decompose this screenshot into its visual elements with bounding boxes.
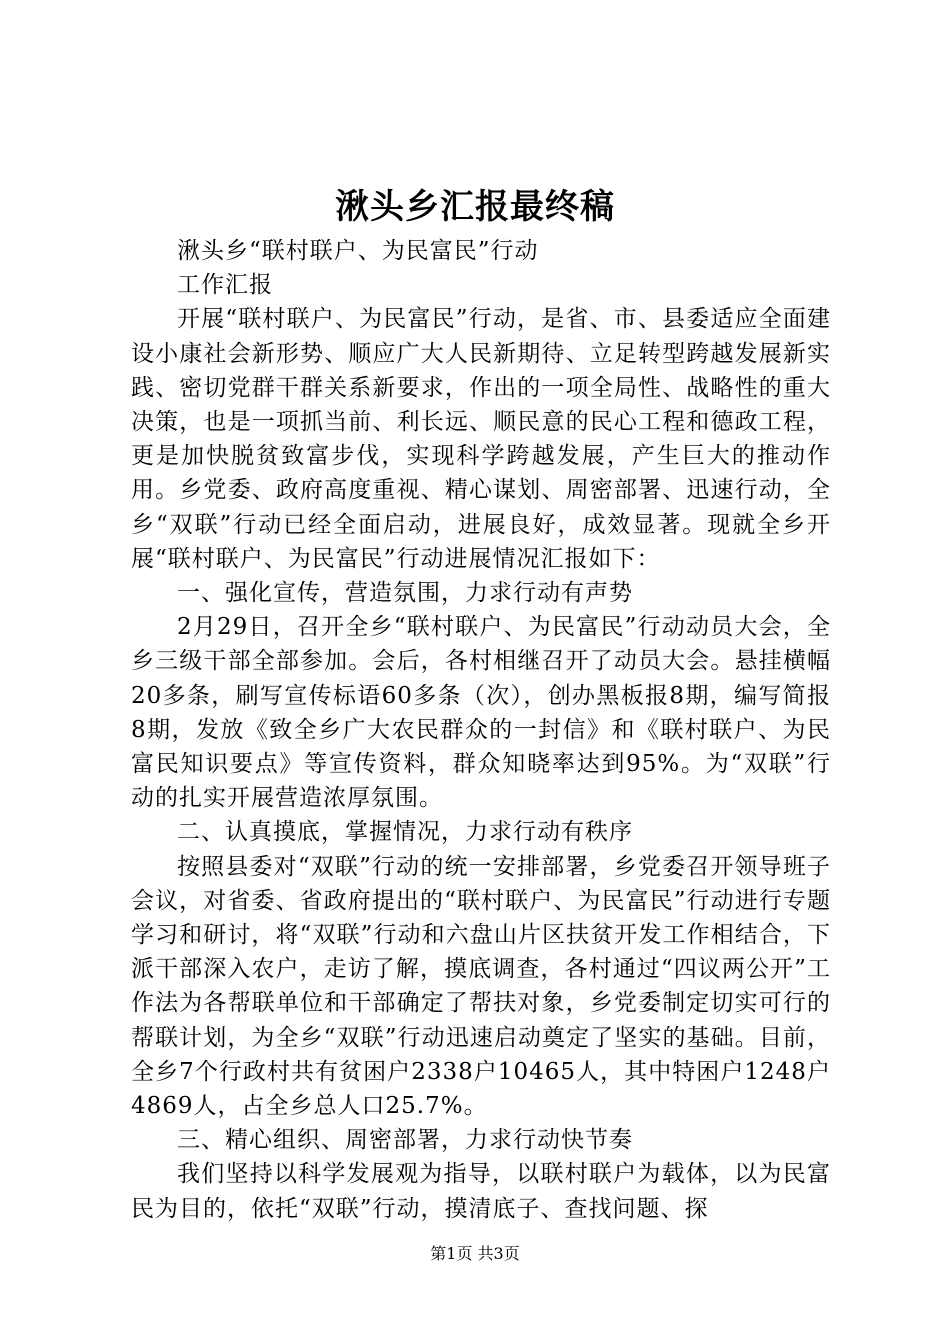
subtitle-line-1: 湫头乡“联村联户、为民富民”行动 <box>177 238 539 264</box>
section-paragraph-3: 我们坚持以科学发展观为指导，以联村联户为载体，以为民富民为目的，依托“双联”行动，摸清底子、查找问题、探 <box>131 1161 831 1222</box>
section-heading-2: 二、认真摸底，掌握情况，力求行动有秩序 <box>177 819 633 846</box>
document-body <box>131 234 831 1226</box>
subtitle-line-2: 工作汇报 <box>177 272 273 299</box>
section-paragraph-1: 2月29日，召开全乡“联村联户、为民富民”行动动员大会，全乡三级干部全部参加。会后，各村相继召开了动员大会。悬挂横幅20多条，刷写宣传标语60多条（次），创办黑板报8期，编写简报8期，发放《致全乡广大农民群众的一封信》和《联村联户、为民富民知识要点》等宣传资料，群众知晓率达到95%。为“双联”行动的扎实开展营造浓厚氛围。 <box>131 614 831 812</box>
section-heading-3: 三、精心组织、周密部署，力求行动快节奏 <box>177 1127 633 1154</box>
section-heading-1: 一、强化宣传，营造氛围，力求行动有声势 <box>177 580 633 607</box>
intro-paragraph: 开展“联村联户、为民富民”行动，是省、市、县委适应全面建设小康社会新形势、顺应广大人民新期待、立足转型跨越发展新实践、密切党群干群关系新要求，作出的一项全局性、战略性的重大决策，也是一项抓当前、利长远、顺民意的民心工程和德政工程，更是加快脱贫致富步伐，实现科学跨越发展，产生巨大的推动作用。乡党委、政府高度重视、精心谋划、周密部署、迅速行动，全乡“双联”行动已经全面启动，进展良好，成效显著。现就全乡开展“联村联户、为民富民”行动进展情况汇报如下： <box>131 306 831 572</box>
page-footer: 第1页 共3页 <box>430 1244 520 1263</box>
section-paragraph-2: 按照县委对“双联”行动的统一安排部署，乡党委召开领导班子会议，对省委、省政府提出的“联村联户、为民富民”行动进行专题学习和研讨，将“双联”行动和六盘山片区扶贫开发工作相结合，下派干部深入农户，走访了解，摸底调查，各村通过“四议两公开”工作法为各帮联单位和干部确定了帮扶对象，乡党委制定切实可行的帮联计划，为全乡“双联”行动迅速启动奠定了坚实的基础。目前，全乡7个行政村共有贫困户2338户10465人，其中特困户1248户4869人，占全乡总人口25.7%。 <box>131 853 831 1120</box>
document-title: 湫头乡汇报最终稿 <box>335 187 615 227</box>
